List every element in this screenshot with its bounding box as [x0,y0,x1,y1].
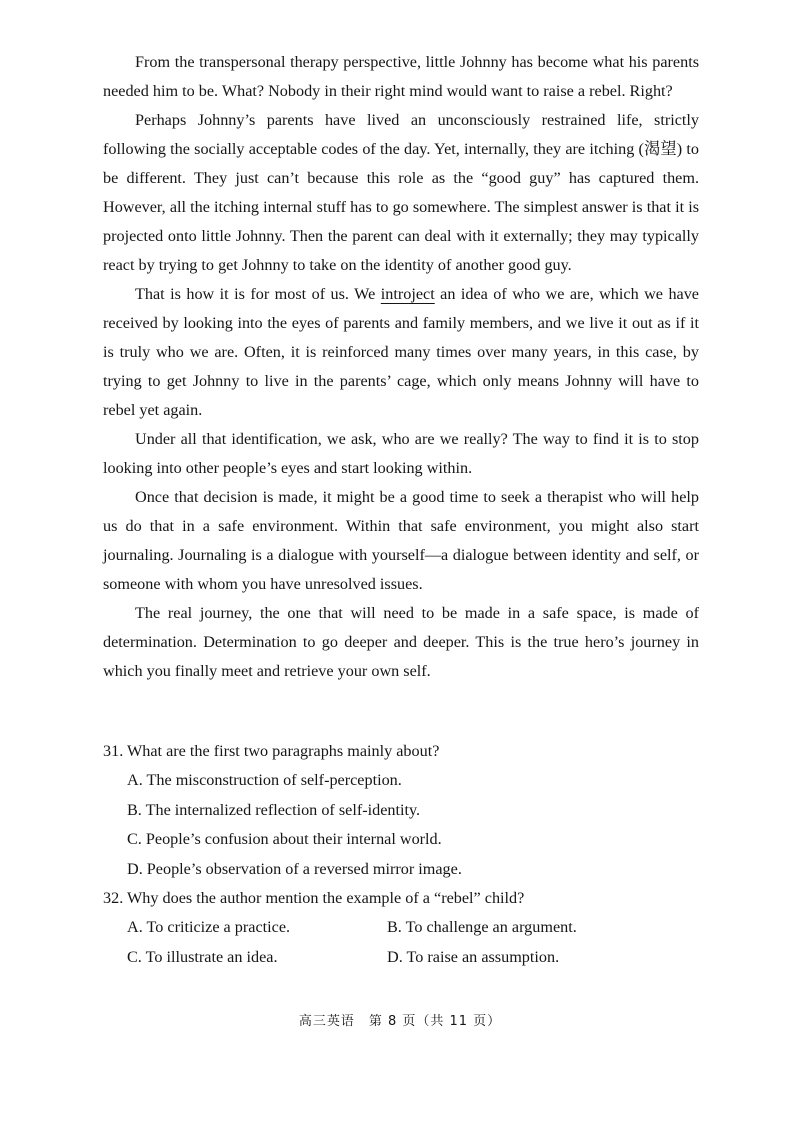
paragraph-1: From the transpersonal therapy perspective, little Johnny has become what his parents needed him to be. What? Nobody in their right mind would want to raise a rebel. Right? [103,53,699,100]
question-31 [103,737,703,884]
question-stem: 32. Why does the author mention the example of a “rebel” child? [103,889,525,907]
page-footer: 高三英语 第 8 页（共 11 页） [298,1014,502,1029]
question-32 [103,884,703,972]
paragraph-4: Under all that identification, we ask, who are we really? The way to find it is to stop looking into other people’s eyes and start looking within. [103,430,699,477]
paragraph-3-rest: an idea of who we are, which we have received by looking into the eyes of parents and family members, and we live it out as if it is truly who we are. Often, it is reinforced many times over many years, in this case, by trying to get Johnny to live in the parents’ cage, which only means Johnny will have to rebel yet again. [103,285,699,419]
option-d: D. To raise an assumption. [387,947,560,966]
option-d: D. People’s observation of a reversed mirror image. [127,859,462,878]
options-row [127,913,703,943]
option-b: B. The internalized reflection of self-identity. [127,800,421,819]
reading-passage [103,48,699,686]
option-b: B. To challenge an argument. [387,918,577,936]
paragraph-5: Once that decision is made, it might be a good time to seek a therapist who will help us do that in a safe environment. Within that safe environment, you might also start journaling. Journaling is a dialogue with yourself—a dialogue between identity and self, or someone with whom you have unresolved issues. [103,488,699,593]
option-c: C. To illustrate an idea. [127,947,278,966]
question-stem: 31. What are the first two paragraphs mainly about? [103,742,440,760]
option-a: A. The misconstruction of self-perception. [127,771,402,789]
options-row [127,943,703,973]
option-a: A. To criticize a practice. [127,918,291,936]
questions-section [103,737,703,972]
paragraph-2: Perhaps Johnny’s parents have lived an unconsciously restrained life, strictly following the socially acceptable codes of the day. Yet, internally, they are itching (渴望) to be different. They just can’t because this role as the “good guy” has captured them. However, all the itching internal stuff has to go somewhere. The simplest answer is that it is projected onto little Johnny. Then the parent can deal with it externally; they may typically react by trying to get Johnny to take on the identity of another good guy. [103,111,699,274]
option-c: C. People’s confusion about their internal world. [127,830,442,848]
underlined-word: introject [380,285,435,303]
paragraph-6: The real journey, the one that will need to be made in a safe space, is made of determination. Determination to go deeper and deeper. This is the true hero’s journey in which you finally meet and retrieve your own self. [103,604,699,680]
paragraph-3 [103,280,699,425]
paragraph-3-start: That is how it is for most of us. We [135,285,381,303]
